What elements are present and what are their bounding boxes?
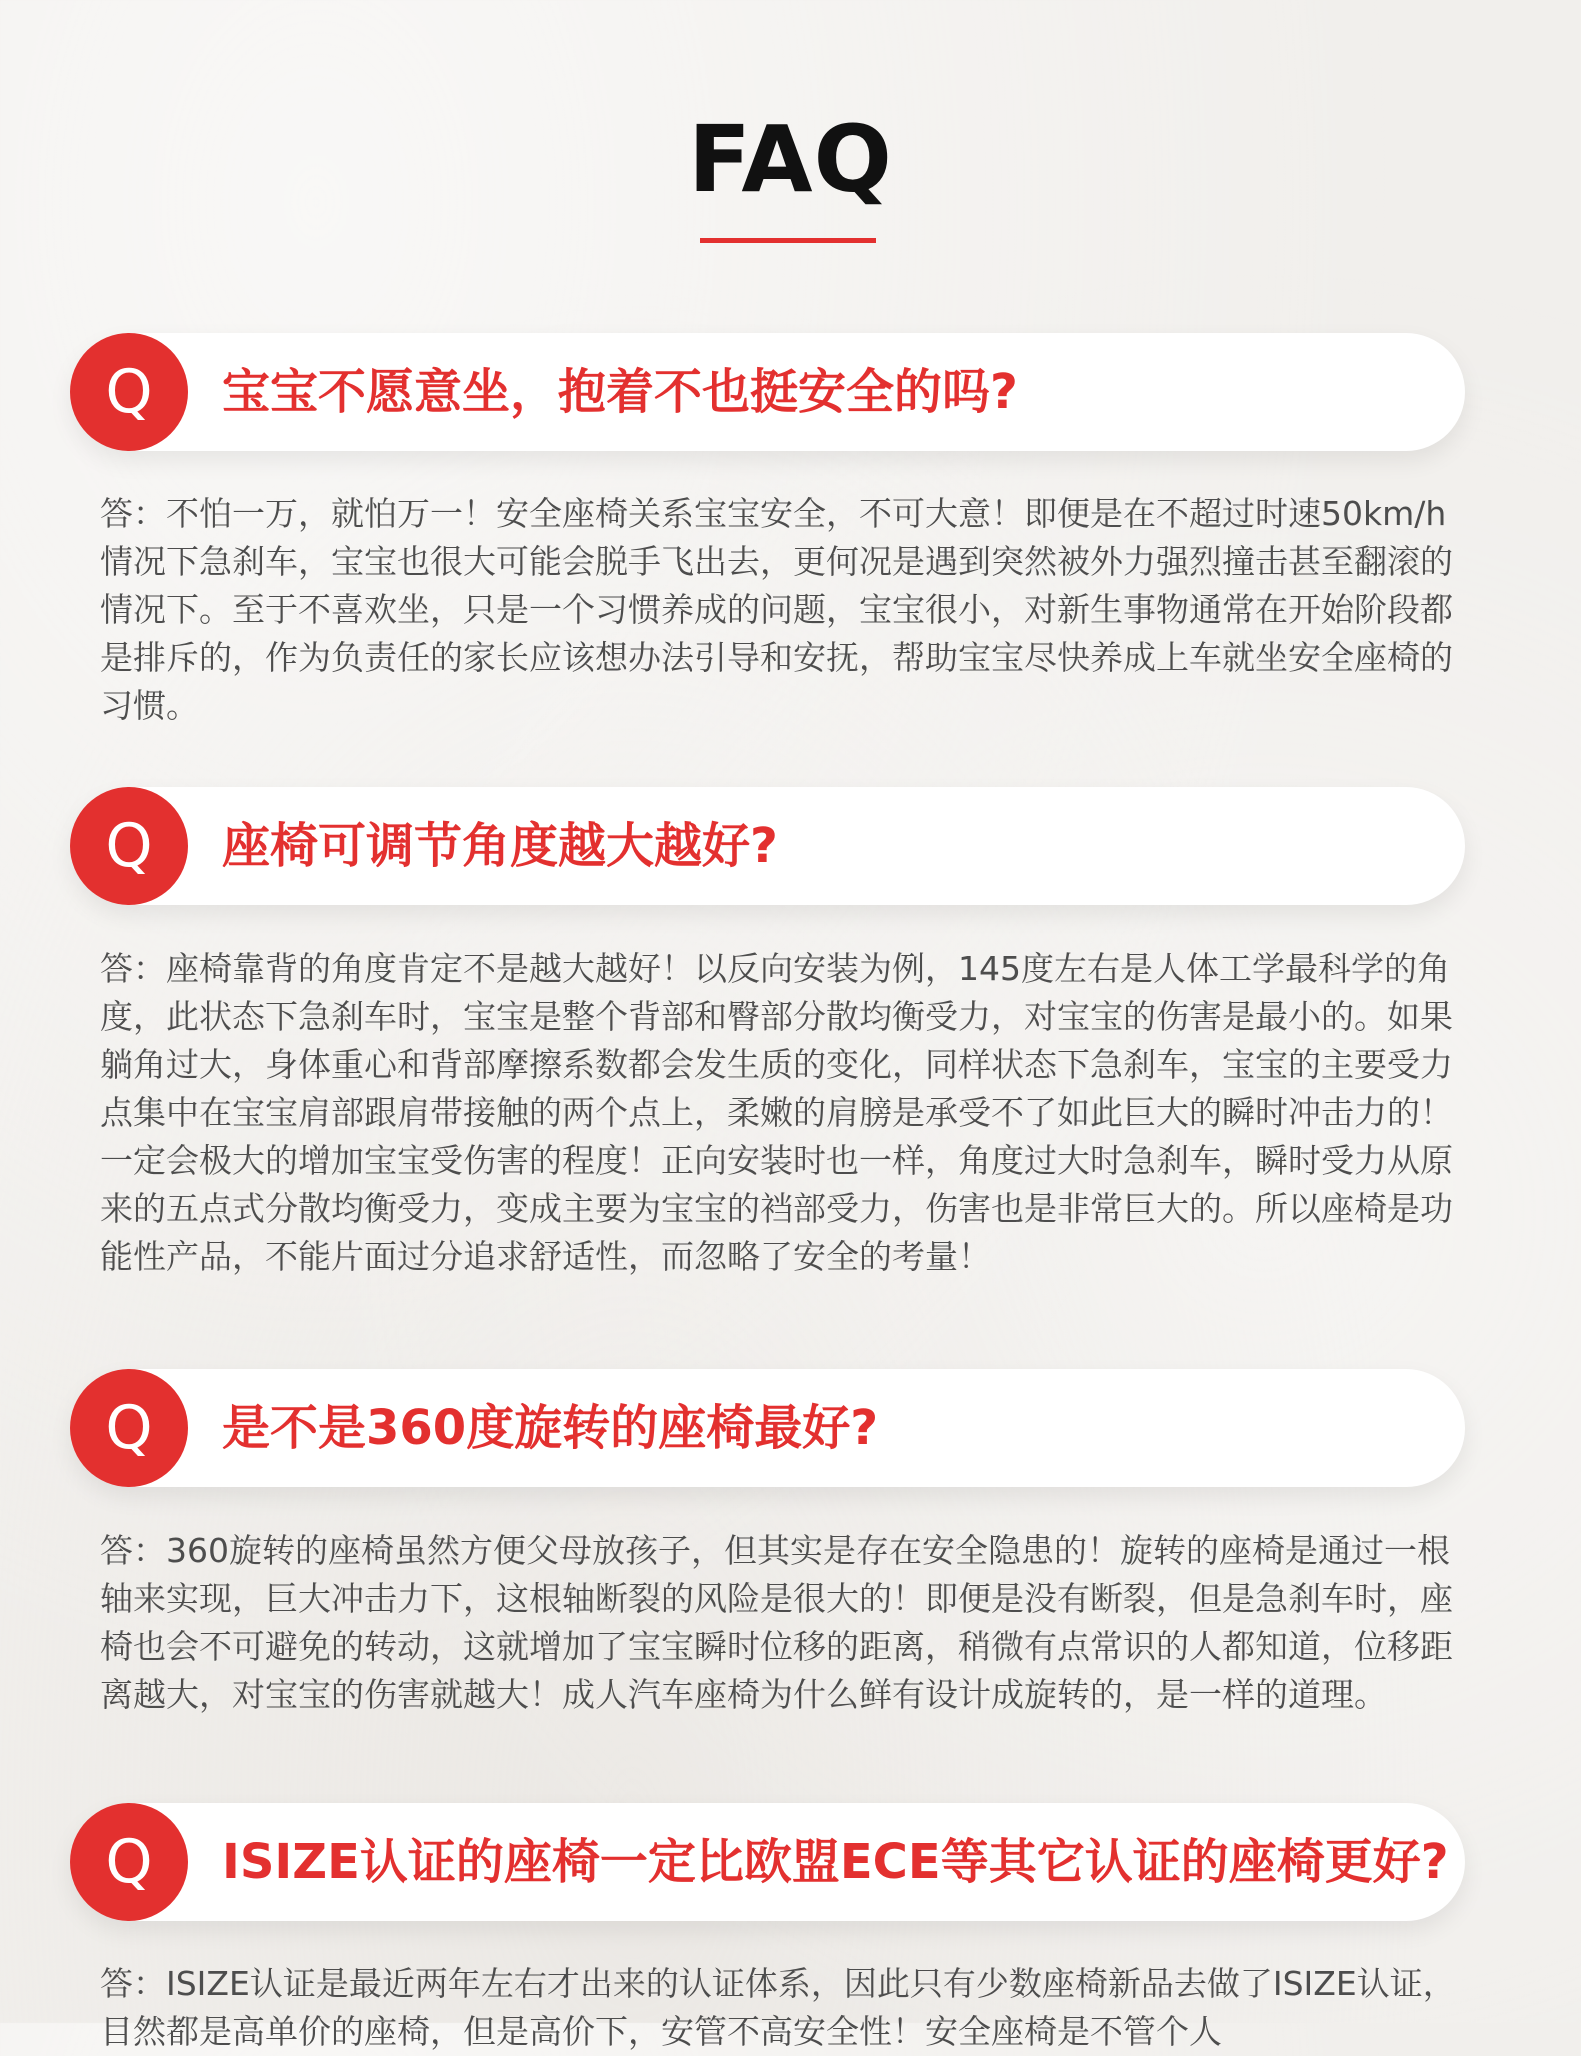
q-badge: Q [70, 787, 188, 905]
answer-text: 答：不怕一万，就怕万一！安全座椅关系宝宝安全，不可大意！即便是在不超过时速50km/h情况下急刹车，宝宝也很大可能会脱手飞出去，更何况是遇到突然被外力强烈撞击甚至翻滚的情况下。至于不喜欢坐，只是一个习惯养成的问题，宝宝很小，对新生事物通常在开始阶段都是排斥的，作为负责任的家长应该想办法引导和安抚，帮助宝宝尽快养成上车就坐安全座椅的习惯。 [100, 494, 1453, 725]
question-text: 座椅可调节角度越大越好? [222, 818, 778, 874]
answer-text: 答：座椅靠背的角度肯定不是越大越好！以反向安装为例，145度左右是人体工学最科学的角度，此状态下急刹车时，宝宝是整个背部和臀部分散均衡受力，对宝宝的伤害是最小的。如果躺角过大，身体重心和背部摩擦系数都会发生质的变化，同样状态下急刹车，宝宝的主要受力点集中在宝宝肩部跟肩带接触的两个点上，柔嫩的肩膀是承受不了如此巨大的瞬时冲击力的！一定会极大的增加宝宝受伤害的程度！正向安装时也一样，角度过大时急刹车，瞬时受力从原来的五点式分散均衡受力，变成主要为宝宝的裆部受力，伤害也是非常巨大的。所以座椅是功能性产品，不能片面过分追求舒适性，而忽略了安全的考量！ [100, 949, 1453, 1276]
answer-text: 答：360旋转的座椅虽然方便父母放孩子，但其实是存在安全隐患的！旋转的座椅是通过一根轴来实现，巨大冲击力下，这根轴断裂的风险是很大的！即便是没有断裂，但是急刹车时，座椅也会不可避免的转动，这就增加了宝宝瞬时位移的距离，稍微有点常识的人都知道，位移距离越大，对宝宝的伤害就越大！成人汽车座椅为什么鲜有设计成旋转的，是一样的道理。 [100, 1531, 1453, 1714]
question-text: ISIZE认证的座椅一定比欧盟ECE等其它认证的座椅更好? [222, 1834, 1449, 1890]
q-badge: Q [70, 333, 188, 451]
q-badge: Q [70, 1369, 188, 1487]
title-underline [700, 238, 876, 243]
answer-text: 答：ISIZE认证是最近两年左右才出来的认证体系，因此只有少数座椅新品去做了ISIZE认证，目然都是高单价的座椅，但是高价下，安管不高安全性！安全座椅是不管个人 [100, 1964, 1456, 2051]
question-bar[interactable] [70, 1369, 1465, 1487]
question-bar[interactable] [70, 333, 1465, 451]
question-bar[interactable] [70, 1803, 1465, 1921]
q-badge: Q [70, 1803, 188, 1921]
question-bar[interactable] [70, 787, 1465, 905]
page-title: FAQ [688, 106, 893, 213]
question-text: 是不是360度旋转的座椅最好? [222, 1400, 879, 1456]
question-text: 宝宝不愿意坐，抱着不也挺安全的吗? [222, 364, 1018, 420]
